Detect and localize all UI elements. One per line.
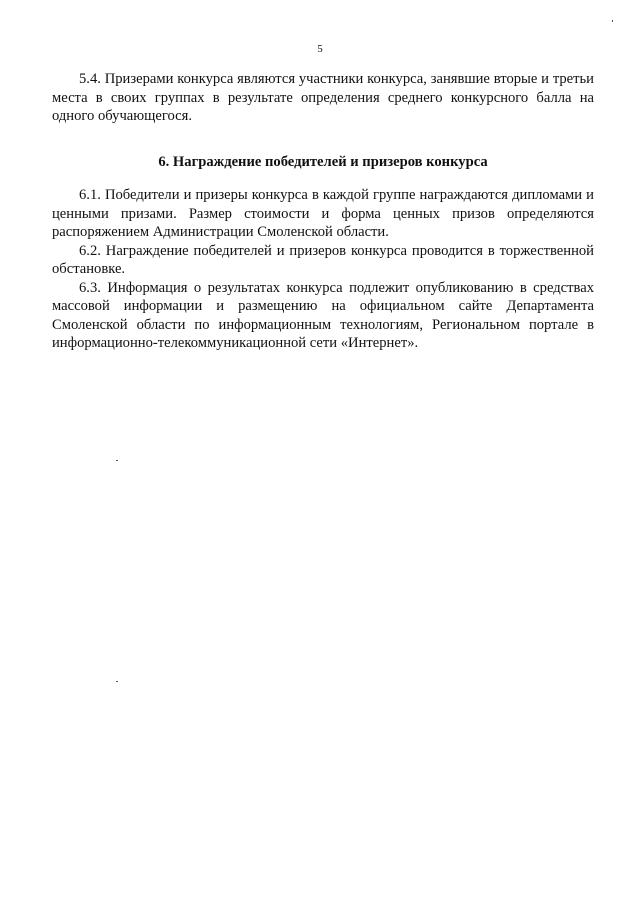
paragraph-6-3: 6.3. Информация о результатах конкурса подлежит опубликованию в средствах массовой информации и размещению на официальном сайте Департамента Смоленской области по информационным технологиям, Региональном портале в информационно-телекоммуникационной сети «Интернет». <box>52 279 594 351</box>
page-number: 5 <box>317 43 323 55</box>
section-6-text <box>52 186 594 353</box>
scan-speck <box>116 681 118 682</box>
paragraph-5-4: 5.4. Призерами конкурса являются участники конкурса, занявшие вторые и третьи места в своих группах в результате определения среднего конкурсного балла на одного обучающегося. <box>52 71 594 124</box>
section-5-text <box>52 70 594 126</box>
section-6-heading: 6. Награждение победителей и призеров конкурса <box>158 154 488 170</box>
scan-speck <box>116 460 118 461</box>
paragraph-6-1: 6.1. Победители и призеры конкурса в каждой группе награждаются дипломами и ценными призами. Размер стоимости и форма ценных призов определяются распоряжением Администрации Смоленской области. <box>52 187 594 240</box>
paragraph-6-2: 6.2. Награждение победителей и призеров конкурса проводится в торжественной обстановке. <box>52 242 594 277</box>
scan-speck <box>612 20 613 22</box>
